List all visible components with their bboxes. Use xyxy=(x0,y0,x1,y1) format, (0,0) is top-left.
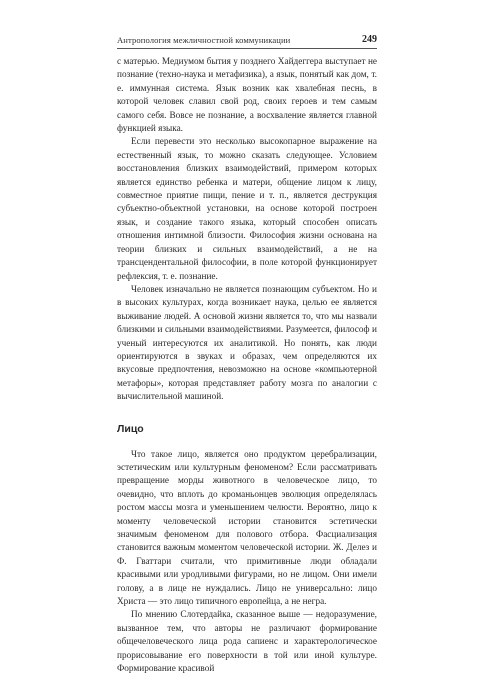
body-paragraph: с матерью. Медиумом бытия у позднего Хайдеггера выступает не познание (техно-наука и метафизика), а язык, понятый как дом, т. е. иммунная система. Язык возник как хвалебная песнь, в которой человек славил свой род, своих героев и тем самым самого себя. Вовсе не познание, а восхваление является главной функцией языка. xyxy=(117,57,377,135)
section-paragraph: По мнению Слотердайка, сказанное выше — недоразумение, вызванное тем, что авторы не различают формирование общечеловеческого лица рода сапиенс и характерологическое прорисовывание его поверхности в той или иной культуре. Формирование красивой xyxy=(117,610,377,675)
page-number: 249 xyxy=(362,34,377,45)
page-body xyxy=(117,56,377,676)
header-rule xyxy=(117,48,377,49)
section-heading: Лицо xyxy=(117,422,144,435)
section-paragraph: Что такое лицо, является оно продуктом церебрализации, эстетическим или культурным феноменом? Если рассматривать превращение морды животного в человеческое лицо, то очевидно, что вплоть до кроманьонцев эволюция определялась ростом массы мозга и уменьшением челюсти. Вероятно, лицо к моменту человеческой истории становится эстетически значимым феноменом для полового отбора. Фасциализация становится важным моментом человеческой истории. Ж. Делез и Ф. Гваттари считали, что примитивные люди обладали красивыми или уродливыми фигурами, но не лицом. Они имели голову, а в лице не нуждались. Лицо не универсально: лицо Христа — это лицо типичного европейца, а не негра. xyxy=(117,449,377,608)
page-header xyxy=(117,35,377,50)
body-paragraph: Если перевести это несколько высокопарное выражение на естественный язык, то можно сказать следующее. Условием восстановления близких взаимодействий, примером которых является единство ребенка и матери, общение лицом к лицу, совместное приятие пищи, пение и т. п., является деструкция субъектно-объектной установки, на основе которой построен язык, и создание такого языка, который способен описать отношения интимной близости. Философия жизни основана на теории близких и сильных взаимодействий, а не на трансцендентальной философии, в поле которой функционирует рефлексия, т. е. познание. xyxy=(117,137,377,282)
running-title: Антропология межличностной коммуникации xyxy=(117,35,291,45)
body-paragraph: Человек изначально не является познающим субъектом. Но и в высоких культурах, когда возникает наука, целью ее является выживание людей. А основой жизни является то, что мы назвали близкими и сильными взаимодействиями. Разумеется, философ и ученый интересуются их аналитикой. Но понять, как люди ориентируются в звуках и образах, чем определяются их вкусовые предпочтения, невозможно на основе «компьютерной метафоры», которая представляет работу мозга по аналогии с вычислительной машиной. xyxy=(117,284,377,403)
